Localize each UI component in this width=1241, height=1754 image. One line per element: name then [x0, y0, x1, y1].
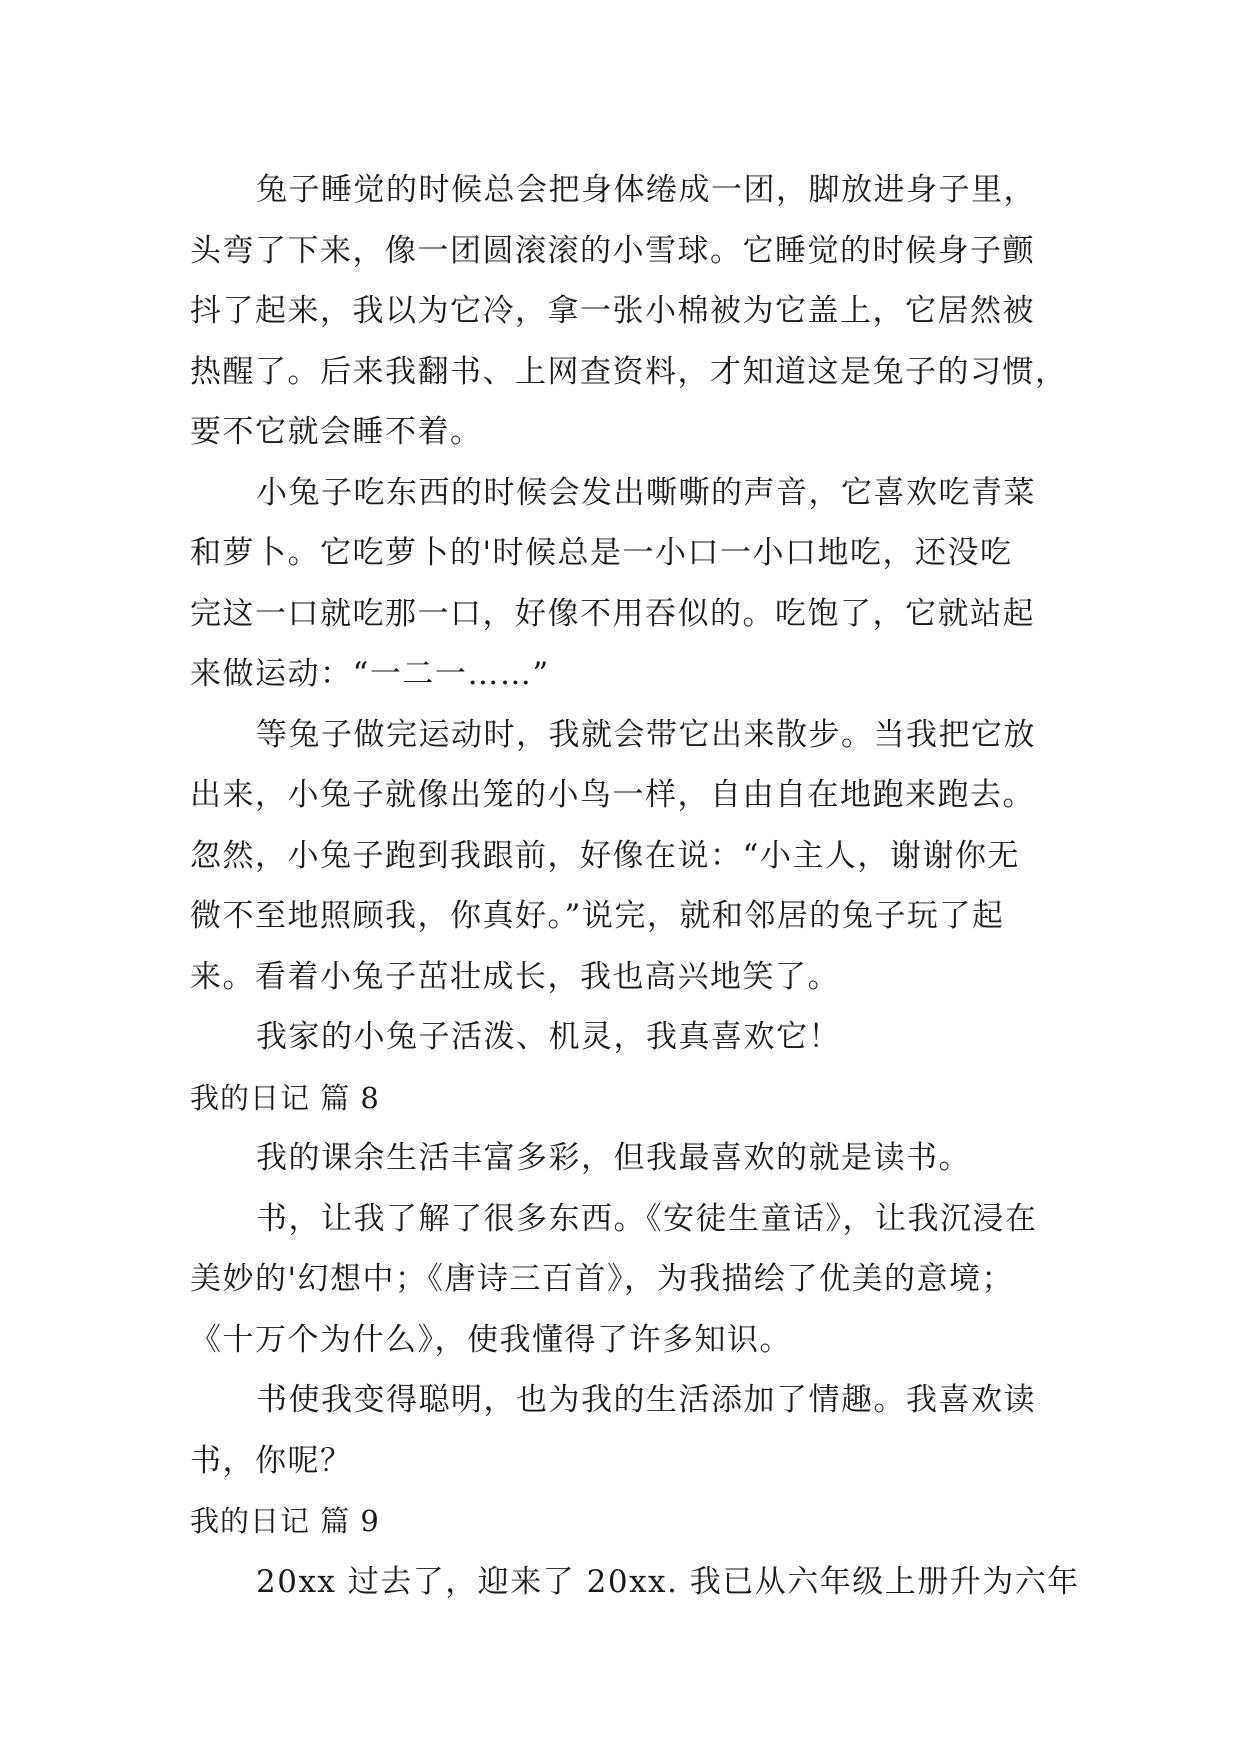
text-line: 20xx 过去了，迎来了 20xx. 我已从六年级上册升为六年: [256, 1563, 1080, 1600]
text-line: 热醒了。后来我翻书、上网查资料，才知道这是兔子的习惯，: [190, 353, 1068, 390]
text-line: 书，你呢？: [190, 1442, 353, 1479]
text-line: 兔子睡觉的时候总会把身体绻成一团，脚放进身子里，: [256, 172, 1036, 208]
text-line: 等兔子做完运动时，我就会带它出来散步。当我把它放: [256, 716, 1036, 753]
document-page: [190, 160, 1080, 1612]
text-line: 《十万个为什么》，使我懂得了许多知识。: [190, 1321, 792, 1358]
text-line: 忽然，小兔子跑到我跟前，好像在说：“小主人，谢谢你无: [190, 837, 1020, 874]
paragraph: [190, 160, 1070, 463]
paragraph: [190, 705, 1070, 1008]
text-line: 出来，小兔子就像出笼的小鸟一样，自由自在地跑来跑去。: [190, 777, 1035, 813]
paragraph: [190, 1007, 1070, 1068]
paragraph: [190, 463, 1070, 705]
text-line: 书使我变得聪明，也为我的生活添加了情趣。我喜欢读: [256, 1382, 1036, 1418]
text-line: 美妙的'幻想中；《唐诗三百首》，为我描绘了优美的意境；: [190, 1261, 1015, 1297]
paragraph: [190, 1128, 1070, 1189]
text-line: 来做运动：“一二一……”: [190, 656, 550, 692]
text-line: 完这一口就吃那一口，好像不用吞似的。吃饱了，它就站起: [190, 595, 1035, 632]
text-line: 我的课余生活丰富多彩，但我最喜欢的就是读书。: [256, 1140, 971, 1176]
paragraph: [190, 1189, 1070, 1371]
text-line: 我家的小兔子活泼、机灵，我真喜欢它！: [256, 1019, 841, 1055]
text-line: 来。看着小兔子茁壮成长，我也高兴地笑了。: [190, 958, 840, 995]
text-line: 小兔子吃东西的时候会发出嘶嘶的声音，它喜欢吃青菜: [256, 474, 1036, 511]
text-line: 抖了起来，我以为它冷，拿一张小棉被为它盖上，它居然被: [190, 293, 1035, 329]
text-line: 书，让我了解了很多东西。《安徒生童话》，让我沉浸在: [256, 1200, 1038, 1237]
text-line: 要不它就会睡不着。: [190, 414, 483, 450]
paragraph: [190, 1370, 1070, 1491]
paragraph: [190, 1552, 1080, 1613]
section-heading: 我的日记 篇 9: [190, 1504, 380, 1538]
text-line: 头弯了下来，像一团圆滚滚的小雪球。它睡觉的时候身子颤: [190, 232, 1035, 269]
text-line: 和萝卜。它吃萝卜的'时候总是一小口一小口地吃，还没吃: [190, 535, 1013, 571]
section-heading: 我的日记 篇 8: [190, 1080, 380, 1115]
text-line: 微不至地照顾我，你真好。”说完，就和邻居的兔子玩了起: [190, 898, 1005, 934]
